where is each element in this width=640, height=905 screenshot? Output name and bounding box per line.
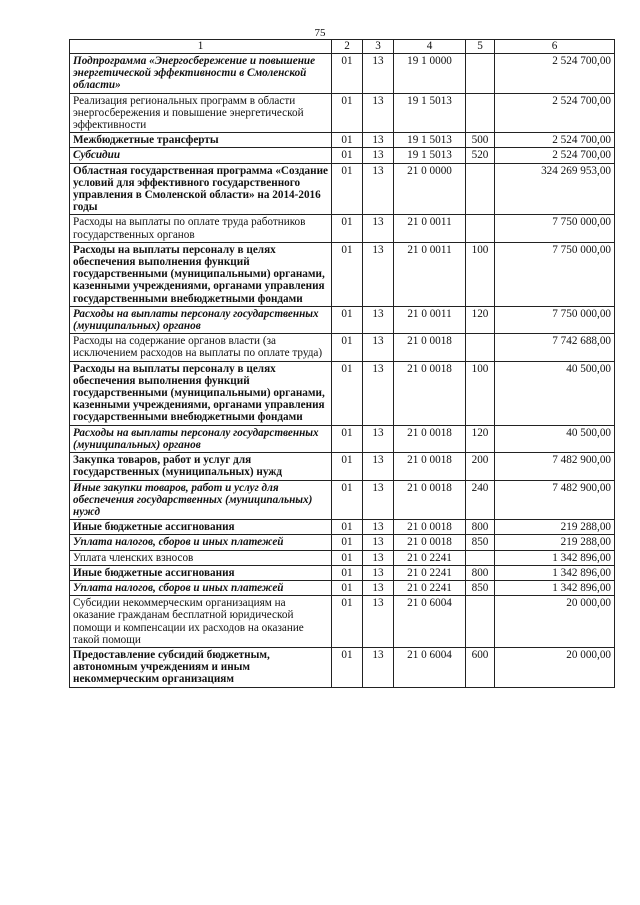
row-amount: 40 500,00 <box>495 425 615 452</box>
row-name: Иные бюджетные ассигнования <box>70 565 332 580</box>
row-section-code: 01 <box>332 93 363 133</box>
row-name: Реализация региональных программ в области энергосбережения и повышение энергетической эффективности <box>70 93 332 133</box>
row-amount: 7 742 688,00 <box>495 334 615 361</box>
row-section-code: 01 <box>332 54 363 94</box>
row-amount: 7 750 000,00 <box>495 242 615 306</box>
row-name: Расходы на выплаты персоналу в целях обеспечения выполнения функций государственными (муниципальными) органами, казенными учреждениями, органами управления государственными внебюджетными фондами <box>70 361 332 425</box>
row-target-article: 21 0 6004 <box>394 647 466 687</box>
row-section-code: 01 <box>332 163 363 215</box>
row-subsection-code: 13 <box>363 596 394 648</box>
table-row <box>70 148 615 163</box>
table-row <box>70 535 615 550</box>
row-expense-type: 850 <box>466 535 495 550</box>
column-header: 2 <box>332 40 363 54</box>
row-expense-type: 120 <box>466 425 495 452</box>
row-section-code: 01 <box>332 535 363 550</box>
row-target-article: 19 1 5013 <box>394 93 466 133</box>
row-amount: 7 482 900,00 <box>495 453 615 480</box>
row-expense-type <box>466 334 495 361</box>
row-name: Предоставление субсидий бюджетным, автономным учреждениям и иным некоммерческим организациям <box>70 647 332 687</box>
row-expense-type <box>466 163 495 215</box>
row-expense-type: 800 <box>466 565 495 580</box>
row-amount: 40 500,00 <box>495 361 615 425</box>
row-target-article: 21 0 0018 <box>394 520 466 535</box>
row-section-code: 01 <box>332 550 363 565</box>
table-row <box>70 550 615 565</box>
row-target-article: 19 1 0000 <box>394 54 466 94</box>
row-amount: 7 750 000,00 <box>495 306 615 333</box>
row-expense-type <box>466 596 495 648</box>
row-expense-type: 200 <box>466 453 495 480</box>
column-header: 1 <box>70 40 332 54</box>
row-name: Областная государственная программа «Создание условий для эффективного государственного управления в Смоленской области» на 2014-2016 годы <box>70 163 332 215</box>
table-row <box>70 520 615 535</box>
row-subsection-code: 13 <box>363 535 394 550</box>
row-subsection-code: 13 <box>363 550 394 565</box>
row-amount: 20 000,00 <box>495 647 615 687</box>
row-section-code: 01 <box>332 306 363 333</box>
row-amount: 2 524 700,00 <box>495 93 615 133</box>
row-section-code: 01 <box>332 133 363 148</box>
row-subsection-code: 13 <box>363 215 394 242</box>
row-subsection-code: 13 <box>363 520 394 535</box>
row-target-article: 21 0 0011 <box>394 215 466 242</box>
row-target-article: 21 0 6004 <box>394 596 466 648</box>
table-header-row <box>70 40 615 54</box>
row-expense-type: 100 <box>466 242 495 306</box>
table-row <box>70 133 615 148</box>
row-target-article: 19 1 5013 <box>394 148 466 163</box>
row-amount: 219 288,00 <box>495 535 615 550</box>
row-amount: 324 269 953,00 <box>495 163 615 215</box>
row-section-code: 01 <box>332 596 363 648</box>
row-subsection-code: 13 <box>363 361 394 425</box>
row-target-article: 21 0 0018 <box>394 425 466 452</box>
table-row <box>70 306 615 333</box>
row-amount: 1 342 896,00 <box>495 565 615 580</box>
table-row <box>70 93 615 133</box>
row-amount: 7 482 900,00 <box>495 480 615 520</box>
row-expense-type: 100 <box>466 361 495 425</box>
row-subsection-code: 13 <box>363 148 394 163</box>
row-expense-type: 520 <box>466 148 495 163</box>
table-row <box>70 647 615 687</box>
table-row <box>70 596 615 648</box>
row-subsection-code: 13 <box>363 565 394 580</box>
row-subsection-code: 13 <box>363 93 394 133</box>
row-amount: 1 342 896,00 <box>495 550 615 565</box>
row-expense-type <box>466 54 495 94</box>
table-row <box>70 215 615 242</box>
row-name: Уплата налогов, сборов и иных платежей <box>70 580 332 595</box>
row-name: Субсидии некоммерческим организациям на оказание гражданам бесплатной юридической помощи и компенсации их расходов на оказание такой помощи <box>70 596 332 648</box>
row-name: Иные бюджетные ассигнования <box>70 520 332 535</box>
row-section-code: 01 <box>332 425 363 452</box>
row-amount: 2 524 700,00 <box>495 54 615 94</box>
row-name: Расходы на выплаты персоналу государственных (муниципальных) органов <box>70 425 332 452</box>
row-name: Субсидии <box>70 148 332 163</box>
row-name: Расходы на содержание органов власти (за исключением расходов на выплаты по оплате труда) <box>70 334 332 361</box>
row-name: Расходы на выплаты персоналу в целях обеспечения выполнения функций государственными (муниципальными) органами, казенными учреждениями, органами управления государственными внебюджетными фондами <box>70 242 332 306</box>
row-section-code: 01 <box>332 242 363 306</box>
row-subsection-code: 13 <box>363 242 394 306</box>
row-section-code: 01 <box>332 565 363 580</box>
row-subsection-code: 13 <box>363 54 394 94</box>
row-target-article: 21 0 0011 <box>394 242 466 306</box>
row-section-code: 01 <box>332 480 363 520</box>
row-name: Межбюджетные трансферты <box>70 133 332 148</box>
row-name: Подпрограмма «Энергосбережение и повышение энергетической эффективности в Смоленской области» <box>70 54 332 94</box>
row-section-code: 01 <box>332 148 363 163</box>
row-amount: 2 524 700,00 <box>495 133 615 148</box>
row-expense-type: 600 <box>466 647 495 687</box>
page-number: 75 <box>314 27 326 39</box>
table-row <box>70 163 615 215</box>
row-target-article: 21 0 0018 <box>394 361 466 425</box>
row-expense-type: 240 <box>466 480 495 520</box>
row-target-article: 21 0 0018 <box>394 535 466 550</box>
row-target-article: 21 0 0018 <box>394 453 466 480</box>
row-target-article: 21 0 0011 <box>394 306 466 333</box>
row-target-article: 21 0 0018 <box>394 334 466 361</box>
table-row <box>70 425 615 452</box>
row-name: Иные закупки товаров, работ и услуг для обеспечения государственных (муниципальных) нужд <box>70 480 332 520</box>
row-section-code: 01 <box>332 453 363 480</box>
row-amount: 20 000,00 <box>495 596 615 648</box>
row-amount: 219 288,00 <box>495 520 615 535</box>
table-row <box>70 580 615 595</box>
column-header: 4 <box>394 40 466 54</box>
row-subsection-code: 13 <box>363 453 394 480</box>
row-subsection-code: 13 <box>363 133 394 148</box>
table-row <box>70 334 615 361</box>
budget-table <box>69 39 615 688</box>
row-section-code: 01 <box>332 520 363 535</box>
row-section-code: 01 <box>332 647 363 687</box>
row-target-article: 21 0 2241 <box>394 565 466 580</box>
row-name: Уплата членских взносов <box>70 550 332 565</box>
row-subsection-code: 13 <box>363 306 394 333</box>
row-section-code: 01 <box>332 580 363 595</box>
row-name: Расходы на выплаты персоналу государственных (муниципальных) органов <box>70 306 332 333</box>
row-target-article: 21 0 2241 <box>394 550 466 565</box>
row-expense-type: 500 <box>466 133 495 148</box>
row-subsection-code: 13 <box>363 647 394 687</box>
table-row <box>70 453 615 480</box>
row-expense-type: 850 <box>466 580 495 595</box>
row-expense-type: 120 <box>466 306 495 333</box>
table-row <box>70 361 615 425</box>
row-section-code: 01 <box>332 334 363 361</box>
row-target-article: 21 0 2241 <box>394 580 466 595</box>
row-section-code: 01 <box>332 361 363 425</box>
row-target-article: 19 1 5013 <box>394 133 466 148</box>
table-row <box>70 54 615 94</box>
row-amount: 2 524 700,00 <box>495 148 615 163</box>
row-amount: 1 342 896,00 <box>495 580 615 595</box>
row-name: Расходы на выплаты по оплате труда работников государственных органов <box>70 215 332 242</box>
row-expense-type: 800 <box>466 520 495 535</box>
column-header: 6 <box>495 40 615 54</box>
row-target-article: 21 0 0018 <box>394 480 466 520</box>
row-expense-type <box>466 550 495 565</box>
row-subsection-code: 13 <box>363 480 394 520</box>
row-amount: 7 750 000,00 <box>495 215 615 242</box>
row-subsection-code: 13 <box>363 580 394 595</box>
row-expense-type <box>466 93 495 133</box>
row-target-article: 21 0 0000 <box>394 163 466 215</box>
row-name: Уплата налогов, сборов и иных платежей <box>70 535 332 550</box>
row-name: Закупка товаров, работ и услуг для государственных (муниципальных) нужд <box>70 453 332 480</box>
row-subsection-code: 13 <box>363 163 394 215</box>
row-subsection-code: 13 <box>363 425 394 452</box>
table-row <box>70 565 615 580</box>
row-subsection-code: 13 <box>363 334 394 361</box>
table-row <box>70 480 615 520</box>
table-row <box>70 242 615 306</box>
column-header: 3 <box>363 40 394 54</box>
table-body <box>70 54 615 688</box>
row-section-code: 01 <box>332 215 363 242</box>
column-header: 5 <box>466 40 495 54</box>
row-expense-type <box>466 215 495 242</box>
